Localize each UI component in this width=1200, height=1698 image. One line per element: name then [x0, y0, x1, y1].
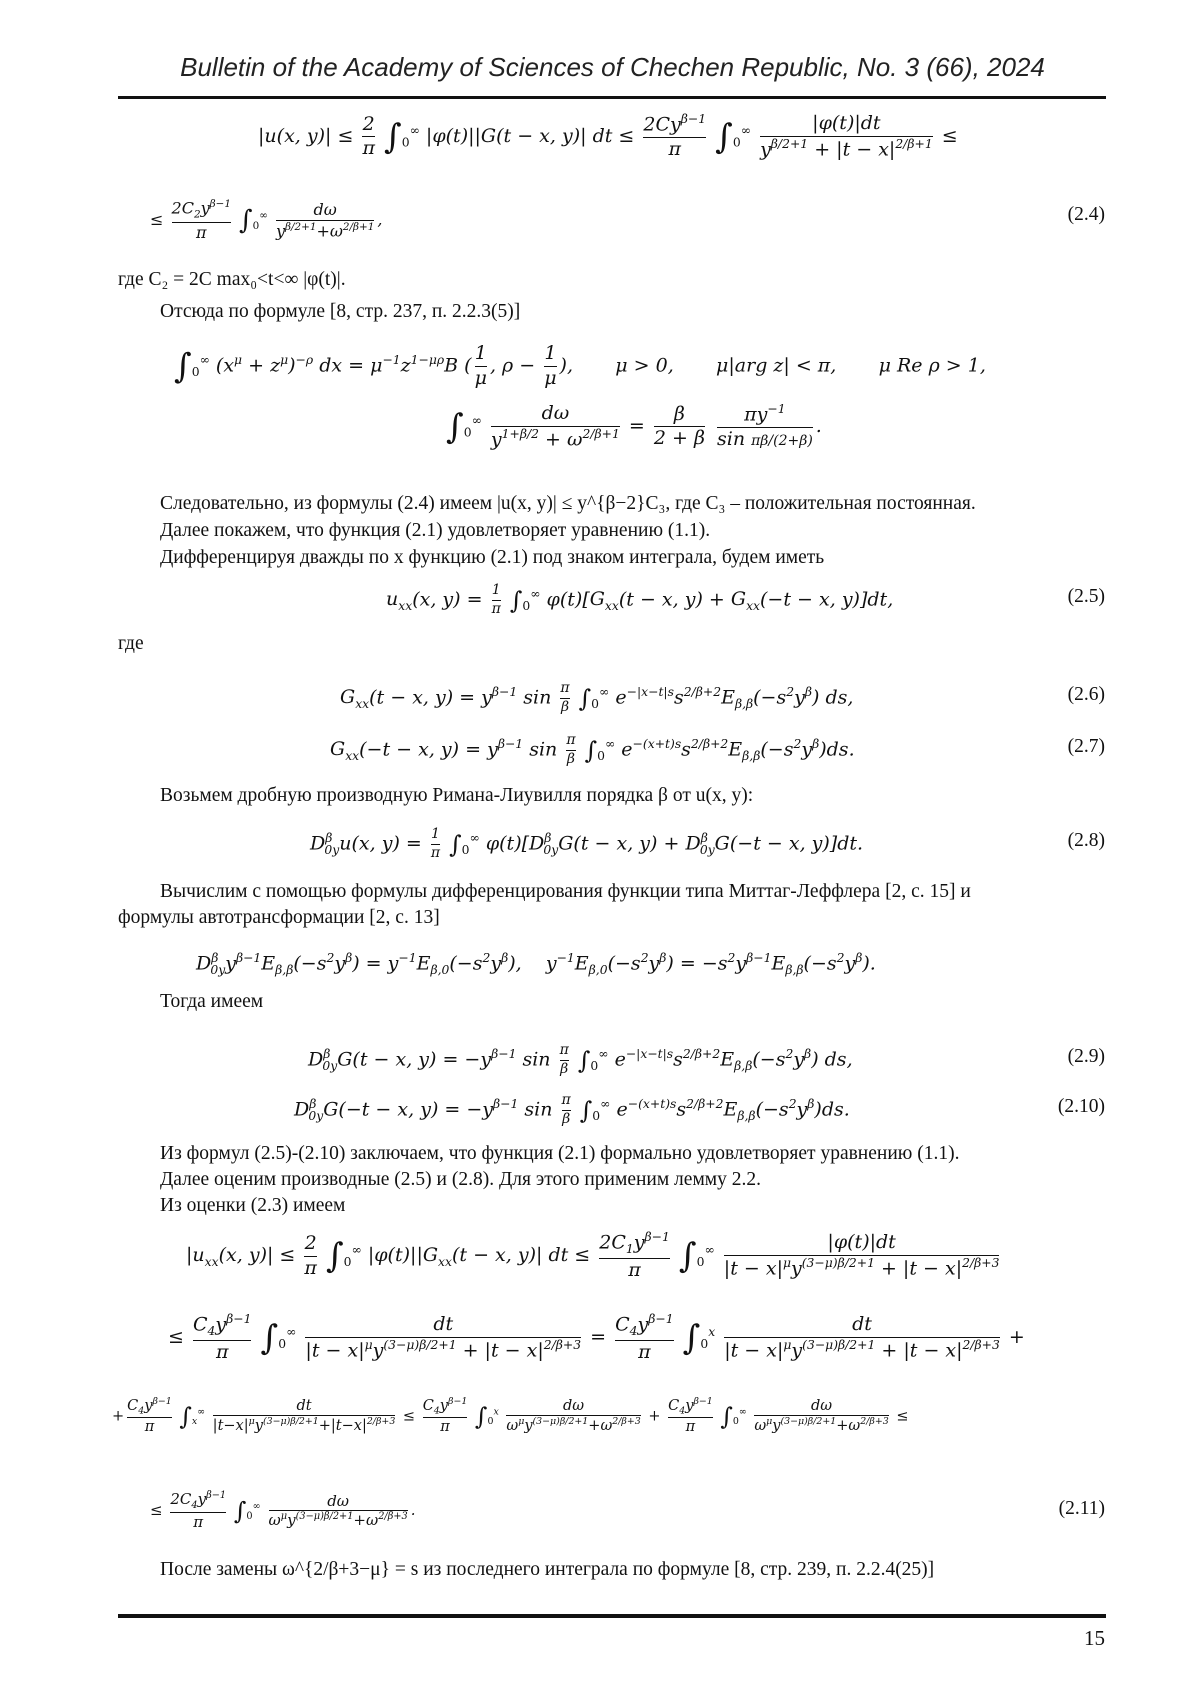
- equation-2-7: $G_{xx}(-t - x$, $y) = y^{\beta-1}$ sin $\frac{\pi}{\beta}$ $\int_0^\infty$ $e^{-(x+t)s}s^{2/\beta+2}E_{\beta,\beta}(-s^2y^\beta)ds$.: [330, 732, 855, 767]
- text-take-derivative: Возьмем дробную производную Римана-Лиувилля порядка β от u(x, y):: [160, 785, 754, 806]
- equation-2-11-line3: + $\frac{C_4y^{\beta-1}}{\pi}$ $\int_x^\infty$ $\frac{dt}{|t-x|^\mu y^{(3-\mu)\beta/2+1}+|t-x|^{2/\beta+3}}$ ≤ $\frac{C_4y^{\beta-1}}{\pi}$ $\int_0^x$ $\frac{d\omega}{\omega^\mu y^{(3-\mu)\beta/2+1}+\omega^{2/\beta+3}}$ + $\frac{C_4y^{\beta-1}}{\pi}$ $\int_0^\infty$ $\frac{d\omega}{\omega^\mu y^{(3-\mu)\beta/2+1}+\omega^{2/\beta+3}}$ ≤: [112, 1396, 909, 1436]
- footer-rule: [118, 1614, 1106, 1618]
- equation-number-2-4: (2.4): [1067, 204, 1105, 225]
- equation-2-4-line2: ≤ $\frac{2C_2y^{\beta-1}}{\pi}$ $\int_0^\infty$ $\frac{d\omega}{y^{\beta/2+1}+\omega^{2/\beta+1}}$ ,: [150, 198, 383, 242]
- equation-2-11-line1: $|u_{xx}(x$, y)| ≤ $\frac{2}{\pi}$ $\int_0^\infty$ $|\varphi(t)||G_{xx}(t - x$, y)| dt ≤ $\frac{2C_1y^{\beta-1}}{\pi}$ $\int_0^\infty$ $\frac{|\varphi(t)|dt}{|t - x|^\mu y^{(3-\mu)\beta/2+1} + |t - x|^{2/\beta+3}}$: [186, 1230, 1000, 1281]
- text-hence-formula: Отсюда по формуле [8, стр. 237, п. 2.2.3(5)]: [160, 301, 521, 322]
- equation-number-2-6: (2.6): [1067, 684, 1105, 705]
- text-estimate: Далее оценим производные (2.5) и (2.8). Для этого применим лемму 2.2.: [160, 1169, 761, 1190]
- journal-header: Bulletin of the Academy of Sciences of Chechen Republic, No. 3 (66), 2024: [180, 52, 1045, 82]
- text-conclude: Из формул (2.5)-(2.10) заключаем, что функция (2.1) формально удовлетворяет уравнению (1.1).: [160, 1143, 960, 1164]
- equation-number-2-8: (2.8): [1067, 830, 1105, 851]
- page-number: 15: [1084, 1626, 1105, 1650]
- text-then-have: Тогда имеем: [160, 991, 264, 1012]
- equation-integral-formula: $\int_0^\infty$ $(x^\mu + z^\mu)^{-\rho}$ dx = $\mu^{-1}z^{1-\mu\rho}B$ ( $\frac{1}{\mu}$ , ρ − $\frac{1}{\mu}$ ), μ > 0, μ|arg z| < π, μ Re ρ > 1,: [174, 342, 986, 389]
- text-from-estimate: Из оценки (2.3) имеем: [160, 1195, 346, 1216]
- header-rule: [118, 96, 1106, 99]
- equation-autotransformation: $D^\beta_{0y}y^{\beta-1}E_{\beta,\beta}(-s^2y^\beta) = y^{-1}E_{\beta,0}(-s^2y^\beta)$, $y^{-1}E_{\beta,0}(-s^2y^\beta) = -s^2y^{\beta-1}E_{\beta,\beta}(-s^2y^\beta)$.: [196, 951, 876, 978]
- text-consequently: Следовательно, из формулы (2.4) имеем |u(x, y)| ≤ y^{β−2}C₃, где C₃ – положительная постоянная.: [160, 493, 976, 514]
- text-where-c2: где C₂ = 2C max₀<t<∞ |φ(t)|.: [118, 269, 346, 290]
- equation-2-4-line1: |u(x, y)| ≤ $\frac{2}{\pi}$ $\int_0^\infty$ |φ(t)||G(t − x, y)| dt ≤ $\frac{2Cy^{\beta-1}}{\pi}$ $\int_0^\infty$ $\frac{|\varphi(t)|dt}{y^{\beta/2+1} + |t - x|^{2/\beta+1}}$ ≤: [258, 112, 958, 161]
- text-compute-2: формулы автотрансформации [2, с. 13]: [118, 907, 440, 928]
- text-show-satisfies: Далее покажем, что функция (2.1) удовлетворяет уравнению (1.1).: [160, 520, 711, 541]
- equation-number-2-11: (2.11): [1058, 1498, 1105, 1519]
- text-differentiate: Дифференцируя дважды по x функцию (2.1) под знаком интеграла, будем иметь: [160, 547, 825, 568]
- text-after-substitution: После замены ω^{2/β+3−μ} = s из последнего интеграла по формуле [8, стр. 239, п. 2.2.4(25)]: [160, 1559, 935, 1580]
- equation-2-11-line2: ≤ $\frac{C_4y^{\beta-1}}{\pi}$ $\int_0^\infty$ $\frac{dt}{|t - x|^\mu y^{(3-\mu)\beta/2+1} + |t - x|^{2/\beta+3}}$ = $\frac{C_4y^{\beta-1}}{\pi}$ $\int_0^x$ $\frac{dt}{|t - x|^\mu y^{(3-\mu)\beta/2+1} + |t - x|^{2/\beta+3}}$ +: [168, 1312, 1025, 1363]
- equation-number-2-5: (2.5): [1067, 586, 1105, 607]
- equation-integral-result: $\int_0^\infty$ $\frac{d\omega}{y^{1+\beta/2} + \omega^{2/\beta+1}}$ = $\frac{\beta}{2 + \beta}$ $\frac{\pi y^{-1}}{\text{sin πβ/(2+β)}}$ .: [446, 402, 822, 451]
- equation-2-11-line4: ≤ $\frac{2C_4y^{\beta-1}}{\pi}$ $\int_0^\infty$ $\frac{d\omega}{\omega^\mu y^{(3-\mu)\beta/2+1}+\omega^{2/\beta+3}}$ .: [150, 1490, 416, 1532]
- text-where: где: [118, 633, 144, 654]
- equation-2-10: $D^\beta_{0y}G(-t - x$, $y) = -y^{\beta-1}$ sin $\frac{\pi}{\beta}$ $\int_0^\infty$ $e^{-(x+t)s}s^{2/\beta+2}E_{\beta,\beta}(-s^2y^\beta)ds$.: [294, 1092, 850, 1127]
- equation-number-2-10: (2.10): [1057, 1096, 1105, 1117]
- equation-number-2-9: (2.9): [1067, 1046, 1105, 1067]
- equation-2-9: $D^\beta_{0y}G(t - x$, $y) = -y^{\beta-1}$ sin $\frac{\pi}{\beta}$ $\int_0^\infty$ $e^{-|x-t|s}s^{2/\beta+2}E_{\beta,\beta}(-s^2y^\beta)$ ds,: [308, 1042, 853, 1077]
- equation-2-8: $D^\beta_{0y}u(x$, y) = $\frac{1}{\pi}$ $\int_0^\infty$ $\varphi(t)[D^\beta_{0y}G(t - x$, $y) + D^\beta_{0y}G(-t - x$, y)]dt.: [310, 826, 864, 861]
- equation-2-5: $u_{xx}(x$, y) = $\frac{1}{\pi}$ $\int_0^\infty$ $\varphi(t)[G_{xx}(t - x$, $y) + G_{xx}(-t - x$, y)]dt,: [386, 582, 894, 617]
- equation-number-2-7: (2.7): [1067, 736, 1105, 757]
- equation-2-6: $G_{xx}(t - x$, $y) = y^{\beta-1}$ sin $\frac{\pi}{\beta}$ $\int_0^\infty$ $e^{-|x-t|s}s^{2/\beta+2}E_{\beta,\beta}(-s^2y^\beta)$ ds,: [340, 680, 854, 715]
- text-compute-1: Вычислим с помощью формулы дифференцирования функции типа Миттаг-Леффлера [2, с. 15] и: [160, 881, 971, 902]
